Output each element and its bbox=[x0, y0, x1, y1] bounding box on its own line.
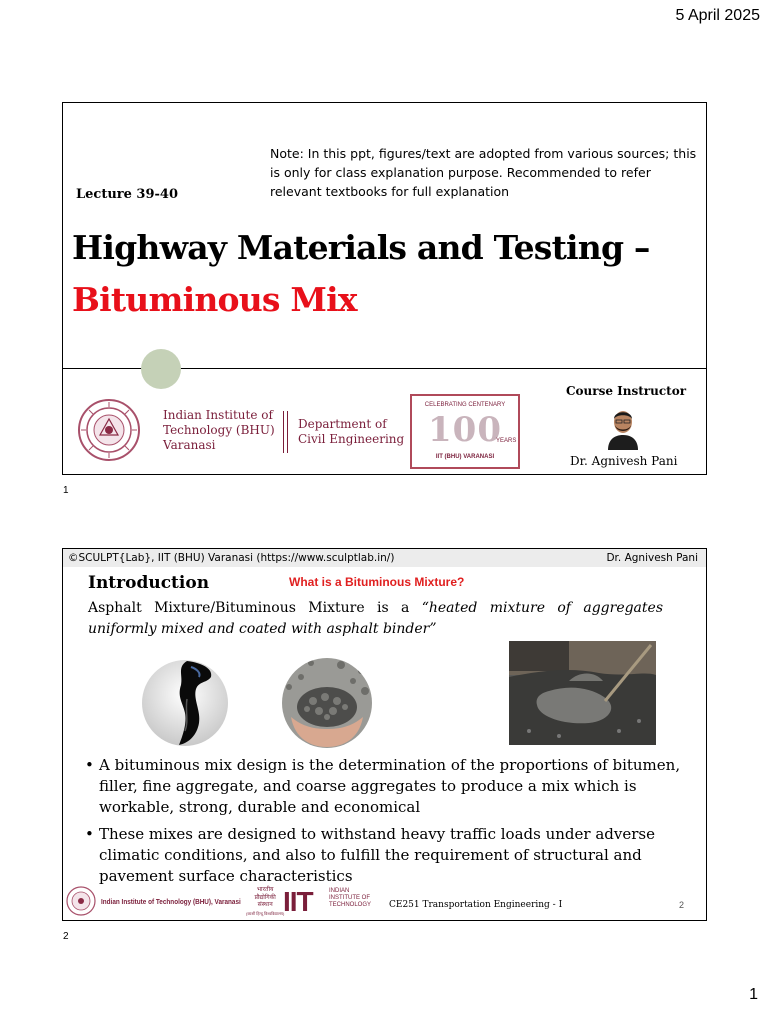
iit-logo-mark: IIT bbox=[283, 886, 313, 917]
course-instructor-label: Course Instructor bbox=[566, 384, 687, 398]
institute-name: Indian Institute of Technology (BHU) Varanasi bbox=[163, 408, 275, 452]
instructor-name: Dr. Agnivesh Pani bbox=[570, 454, 678, 468]
asphalt-paving-image bbox=[509, 641, 656, 745]
separator-line bbox=[287, 411, 288, 453]
header-author: Dr. Agnivesh Pani bbox=[606, 552, 698, 564]
slide-number: 2 bbox=[678, 900, 684, 910]
lecture-number: Lecture 39-40 bbox=[76, 187, 179, 202]
slide-title: Introduction bbox=[88, 573, 210, 593]
introduction-slide bbox=[62, 548, 707, 921]
footer-institute: Indian Institute of Technology (BHU), Varanasi bbox=[101, 897, 241, 906]
slide-header-bar bbox=[63, 549, 706, 567]
iit-bhu-seal-logo bbox=[78, 399, 140, 461]
disclaimer-note: Note: In this ppt, figures/text are adopted from various sources; this is only for class explanation purpose. Recommended to refer relevant textbooks for full explanation bbox=[270, 146, 697, 199]
centenary-logo: CELEBRATING CENTENARY 100 YEARS IIT (BHU) VARANASI bbox=[410, 394, 520, 469]
decorative-circle bbox=[141, 349, 181, 389]
instructor-photo bbox=[604, 404, 642, 450]
course-name: CE251 Transportation Engineering - I bbox=[389, 900, 563, 910]
page-date: 5 April 2025 bbox=[675, 7, 760, 24]
bitumen-pour-image bbox=[141, 659, 229, 747]
bullet-item: • These mixes are designed to withstand heavy traffic loads under adverse climatic conditions, and also to fulfill the requirement of structural and pavement surface characteristics bbox=[85, 824, 685, 887]
bullet-item: • A bituminous mix design is the determination of the proportions of bitumen, filler, fine aggregate, and coarse aggregates to produce a mix which is workable, strong, durable and economical bbox=[85, 755, 685, 818]
iit-bhu-seal-logo bbox=[66, 886, 96, 916]
footer-iit-fullname: INDIAN INSTITUTE OF TECHNOLOGY bbox=[329, 888, 372, 908]
slide-subtitle: Bituminous Mix bbox=[72, 280, 357, 319]
slide-question: What is a Bituminous Mixture? bbox=[289, 575, 465, 589]
definition-text: Asphalt Mixture/Bituminous Mixture is a “heated mixture of aggregates uniformly mixed and coated with asphalt binder” bbox=[88, 600, 664, 637]
slide-title: Highway Materials and Testing – bbox=[72, 228, 650, 267]
department-name: Department of Civil Engineering bbox=[298, 417, 405, 446]
slide-2-number: 2 bbox=[63, 931, 69, 942]
bullet-list bbox=[85, 755, 685, 893]
aggregate-hands-image bbox=[281, 657, 373, 749]
separator-line bbox=[283, 411, 284, 453]
lab-credit: ©SCULPT{Lab}, IIT (BHU) Varanasi (https://www.sculptlab.in/) bbox=[68, 552, 395, 564]
title-slide bbox=[62, 102, 707, 475]
page-number: 1 bbox=[749, 986, 758, 1003]
footer-hindi-name: भारतीय प्रौद्योगिकी संस्थान (काशी हिन्दू विश्वविद्यालय) bbox=[246, 887, 285, 916]
slide-1-number: 1 bbox=[63, 485, 69, 496]
slide-footer bbox=[63, 885, 706, 921]
